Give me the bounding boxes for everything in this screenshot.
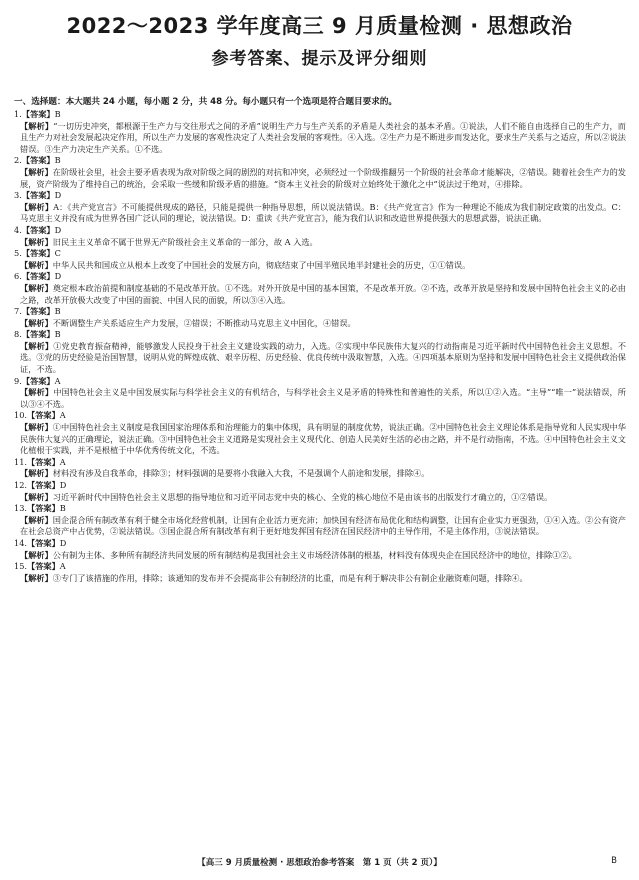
answer-choice: B bbox=[54, 109, 61, 119]
explanation-text: 中国特色社会主义是中国发展实际与科学社会主义的有机结合，与科学社会主义是矛盾的特殊性和普遍性的关系，所以①②入选。“主导”“唯一”说法错误，所以③④不选。 bbox=[20, 387, 626, 409]
explanation-label: 【解析】 bbox=[20, 468, 53, 479]
section-heading: 一、选择题：本大题共 24 小题，每小题 2 分，共 48 分。每小题只有一个选项是符合题目要求的。 bbox=[14, 97, 398, 107]
explanation bbox=[14, 515, 626, 538]
explanation bbox=[14, 492, 626, 504]
answer-line bbox=[14, 410, 626, 422]
answer-label: 【答案】 bbox=[21, 190, 55, 201]
answer-item bbox=[14, 329, 626, 375]
answer-item bbox=[14, 538, 626, 561]
page-title: 2022～2023 学年度高三 9 月质量检测 · 思想政治 bbox=[66, 14, 573, 38]
question-number: 6. bbox=[14, 271, 22, 282]
answer-label: 【答案】 bbox=[21, 375, 55, 386]
answer-line bbox=[14, 306, 626, 318]
answer-label: 【答案】 bbox=[21, 329, 55, 340]
answer-item bbox=[14, 410, 626, 456]
explanation-text: A：《共产党宣言》不可能提供现成的路径，只能是提供一种指导思想，所以说法错误。B：《共产党宣言》作为一种理论不能成为我们制定政策的出发点。C：马克思主义并没有成为世界各国广泛认同的理论，说法错误。D：重读《共产党宣言》，能为我们认识和改造世界提供强大的思想武器，说法正确。 bbox=[20, 201, 626, 224]
explanation-label: 【解析】 bbox=[20, 120, 54, 131]
explanation bbox=[14, 573, 626, 585]
answer-line bbox=[14, 561, 626, 573]
explanation-text: ③专门了该措施的作用，排除；该通知的发布并不会提高非公有制经济的比重，而是有利于解决非公有制企业融资难问题，排除④。 bbox=[52, 572, 528, 583]
explanation-label: 【解析】 bbox=[20, 422, 53, 433]
answer-line bbox=[14, 225, 626, 237]
explanation-label: 【解析】 bbox=[20, 166, 53, 177]
explanation-label: 【解析】 bbox=[20, 387, 54, 398]
question-number: 8. bbox=[14, 329, 22, 340]
explanation-label: 【解析】 bbox=[20, 236, 53, 247]
answer-choice: A bbox=[59, 561, 66, 572]
explanation bbox=[14, 167, 626, 190]
question-number: 13. bbox=[14, 503, 28, 514]
answer-item bbox=[14, 457, 626, 480]
answer-line bbox=[14, 480, 626, 492]
explanation bbox=[14, 260, 626, 272]
answer-item bbox=[14, 503, 626, 538]
answer-label: 【答案】 bbox=[21, 306, 55, 317]
explanation-label: 【解析】 bbox=[20, 549, 53, 560]
question-number: 4. bbox=[14, 224, 22, 235]
explanation-text: 中华人民共和国成立从根本上改变了中国社会的发展方向，彻底结束了中国半殖民地半封建社会的历史，①①错误。 bbox=[52, 259, 471, 270]
answer-item bbox=[14, 376, 626, 411]
answer-choice: D bbox=[54, 190, 62, 201]
answer-item bbox=[14, 306, 626, 329]
answer-item bbox=[14, 225, 626, 248]
answer-choice: B bbox=[54, 155, 61, 166]
explanation-text: 奠定根本政治前提和制度基础的不是改革开放。①不选。对外开放是中国的基本国策，不是改革开放。②不选，改革开放是坚持和发展中国特色社会主义的必由之路，改革开放极大改变了中国的面貌、中国人民的面貌，所以③④入选。 bbox=[20, 282, 626, 305]
answer-label: 【答案】 bbox=[27, 537, 60, 548]
explanation-text: 在阶级社会里，社会主要矛盾表现为敌对阶级之间的剧烈的对抗和冲突，必须经过一个阶级推翻另一个阶级的社会革命才能解决，②错误。随着社会生产力的发展，资产阶级为了维持自己的统治，会采取一些缓和阶级矛盾的措施。“资本主义社会的阶级对立始终处于激化之中”说法过于绝对，④排除。 bbox=[20, 166, 626, 189]
answer-item bbox=[14, 248, 626, 271]
explanation-label: 【解析】 bbox=[20, 317, 53, 328]
explanation bbox=[14, 387, 626, 410]
answer-label: 【答案】 bbox=[21, 155, 55, 166]
answer-label: 【答案】 bbox=[27, 410, 60, 421]
answer-line bbox=[14, 538, 626, 550]
answer-line bbox=[14, 248, 626, 260]
answer-line bbox=[14, 503, 626, 515]
explanation-text: 不断调整生产关系适应生产力发展，②错误；不断推动马克思主义中国化，④错误。 bbox=[52, 317, 356, 328]
answer-item bbox=[14, 271, 626, 306]
page-subtitle: 参考答案、提示及评分细则 bbox=[211, 49, 428, 69]
question-number: 12. bbox=[14, 480, 28, 490]
explanation-text: 国企混合所有制改革有利于健全市场化经营机制，让国有企业活力更充沛；加快国有经济布局优化和结构调整，让国有企业实力更强劲，①④入选。②公有资产在社会总资产中占优势，②说法错误。③国企混合所有制改革有利于更好地发挥国有经济在国民经济中的主导作用，不是主体作用，③说法错误。 bbox=[20, 514, 626, 537]
question-number: 5. bbox=[14, 248, 22, 259]
answer-choice: B bbox=[59, 503, 66, 514]
question-number: 3. bbox=[14, 190, 22, 201]
explanation-text: 材料没有涉及自我革命，排除③；材料强调的是要将小我融入大我，不是强调个人前途和发展，排除④。 bbox=[52, 468, 430, 479]
explanation bbox=[14, 202, 626, 225]
answer-choice: C bbox=[54, 248, 61, 259]
answer-choice: D bbox=[54, 224, 62, 235]
answer-list bbox=[14, 109, 626, 584]
answer-line bbox=[14, 155, 626, 167]
footer-version-letter: B bbox=[611, 856, 617, 866]
explanation-text: ①中国特色社会主义制度是我国国家治理体系和治理能力的集中体现，具有明显的制度优势，说法正确。②中国特色社会主义理论体系是指导党和人民实现中华民族伟大复兴的正确理论，说法正确。③中国特色社会主义道路是实现社会主义现代化、创造人民美好生活的必由之路，并不是行动指南，不选。④中国特色社会主义文化植根于实践，并不是根植于中华优秀传统文化，不选。 bbox=[20, 422, 626, 456]
answer-label: 【答案】 bbox=[21, 109, 55, 119]
explanation-label: 【解析】 bbox=[20, 572, 53, 583]
explanation bbox=[14, 341, 626, 376]
answer-label: 【答案】 bbox=[27, 456, 60, 467]
answer-line bbox=[14, 376, 626, 388]
question-number: 7. bbox=[14, 306, 22, 317]
explanation bbox=[14, 422, 626, 457]
answer-line bbox=[14, 109, 626, 121]
answer-item bbox=[14, 480, 626, 503]
footer-text: 【高三 9 月质量检测 · 思想政治参考答案 第 1 页（共 2 页）】 bbox=[197, 858, 442, 868]
answer-label: 【答案】 bbox=[21, 224, 55, 235]
answer-item bbox=[14, 561, 626, 584]
question-number: 11. bbox=[14, 456, 28, 467]
answer-line bbox=[14, 271, 626, 283]
answer-choice: A bbox=[54, 375, 61, 386]
answer-item bbox=[14, 190, 626, 225]
answer-choice: D bbox=[59, 537, 67, 548]
answer-label: 【答案】 bbox=[27, 503, 60, 514]
answer-choice: B bbox=[54, 329, 61, 340]
question-number: 9. bbox=[14, 375, 22, 386]
explanation bbox=[14, 237, 626, 249]
explanation-label: 【解析】 bbox=[20, 201, 54, 212]
explanation-label: 【解析】 bbox=[20, 491, 53, 502]
explanation bbox=[14, 318, 626, 330]
explanation-text: 旧民主主义革命不属于世界无产阶级社会主义革命的一部分，故 A 入选。 bbox=[52, 236, 318, 247]
answer-choice: A bbox=[59, 410, 66, 421]
answer-label: 【答案】 bbox=[27, 480, 60, 490]
answer-item bbox=[14, 155, 626, 190]
question-number: 15. bbox=[14, 561, 28, 572]
answer-line bbox=[14, 457, 626, 469]
explanation-text: 习近平新时代中国特色社会主义思想的指导地位和习近平同志党中央的核心、全党的核心地位不是由该书的出版发行才确立的，①②错误。 bbox=[52, 491, 553, 502]
answer-choice: D bbox=[54, 271, 62, 282]
explanation bbox=[14, 550, 626, 562]
answer-choice: B bbox=[54, 306, 61, 317]
explanation bbox=[14, 121, 626, 156]
explanation-label: 【解析】 bbox=[20, 340, 54, 351]
answer-label: 【答案】 bbox=[21, 271, 55, 282]
explanation bbox=[14, 283, 626, 306]
explanation bbox=[14, 468, 626, 480]
answer-label: 【答案】 bbox=[21, 248, 55, 259]
question-number: 1. bbox=[14, 109, 22, 119]
explanation-text: ①党史教育振奋精神，能够激发人民投身于社会主义建设实践的动力，入选。②实现中华民族伟大复兴的行动指南是习近平新时代中国特色社会主义思想。不选。③党的历史经验是治国智慧，说明从党的辉煌成就、艰辛历程、历史经验、优良传统中汲取智慧，入选。④四项基本原则为坚持和发展中国特色社会主义提供政治保证，不选。 bbox=[20, 340, 626, 375]
explanation-label: 【解析】 bbox=[20, 282, 53, 293]
question-number: 10. bbox=[14, 410, 28, 421]
explanation-label: 【解析】 bbox=[20, 259, 53, 270]
answer-label: 【答案】 bbox=[27, 561, 60, 572]
answer-item bbox=[14, 109, 626, 155]
explanation-text: 公有制为主体、多种所有制经济共同发展的所有制结构是我国社会主义市场经济体制的根基，材料没有体现央企在国民经济中的地位，排除①②。 bbox=[52, 549, 577, 560]
answer-line bbox=[14, 190, 626, 202]
explanation-text: “一切历史冲突，都根源于生产力与交往形式之间的矛盾”说明生产力与生产关系的矛盾是人类社会的基本矛盾。①说法，人们不能自由选择自己的生产力，而且生产力对社会发展起决定作用，所以生产力发展的客观性决定了人类社会发展的客观性。④入选。②生产力是不断进步而发达化，要求生产关系与之适应，所以②说法错误。③生产力决定生产关系。①不选。 bbox=[20, 120, 626, 154]
question-number: 2. bbox=[14, 155, 22, 166]
question-number: 14. bbox=[14, 537, 28, 548]
answer-choice: D bbox=[59, 480, 67, 490]
answer-line bbox=[14, 329, 626, 341]
answer-choice: A bbox=[59, 456, 66, 467]
explanation-label: 【解析】 bbox=[20, 514, 53, 525]
